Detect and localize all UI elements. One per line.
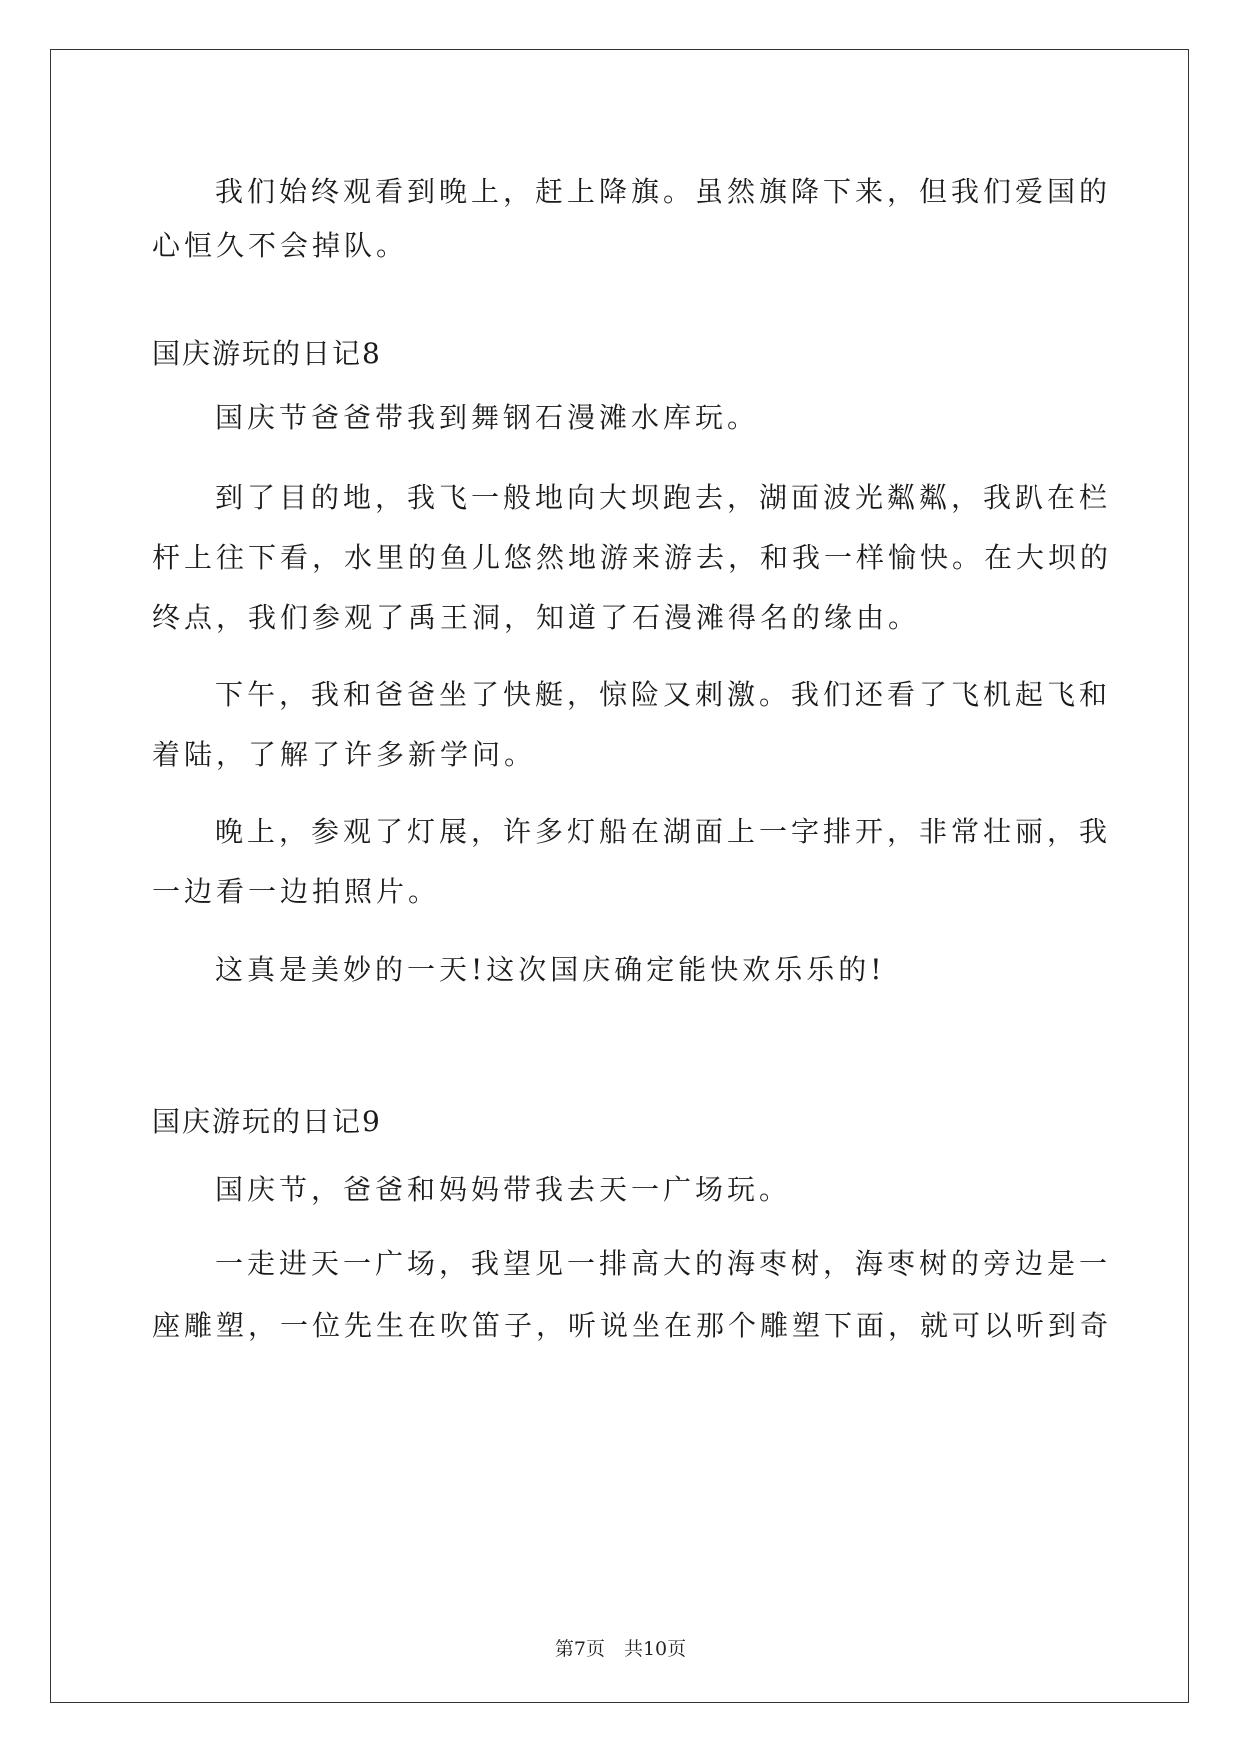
paragraph-line: 这真是美妙的一天!这次国庆确定能快欢乐乐的! — [215, 953, 886, 986]
paragraph-line: 终点，我们参观了禹王洞，知道了石漫滩得名的缘由。 — [152, 601, 921, 634]
page-number: 第7页 共10页 — [554, 1638, 687, 1660]
paragraph-line: 国庆节爸爸带我到舞钢石漫滩水库玩。 — [215, 401, 760, 434]
paragraph-line: 杆上往下看，水里的鱼儿悠然地游来游去，和我一样愉快。在大坝的 — [152, 541, 1113, 574]
paragraph-line: 座雕塑，一位先生在吹笛子，听说坐在那个雕塑下面，就可以听到奇 — [152, 1309, 1113, 1342]
paragraph-line: 下午，我和爸爸坐了快艇，惊险又刺激。我们还看了飞机起飞和 — [215, 678, 1112, 711]
paragraph-line: 一边看一边拍照片。 — [152, 875, 441, 908]
paragraph-line: 我们始终观看到晚上，赶上降旗。虽然旗降下来，但我们爱国的 — [215, 175, 1112, 208]
paragraph-line: 着陆，了解了许多新学问。 — [152, 738, 537, 771]
paragraph-line: 晚上，参观了灯展，许多灯船在湖面上一字排开，非常壮丽，我 — [215, 815, 1112, 848]
section-heading: 国庆游玩的日记8 — [152, 337, 382, 370]
paragraph-line: 国庆节，爸爸和妈妈带我去天一广场玩。 — [215, 1173, 792, 1206]
paragraph-line: 心恒久不会掉队。 — [152, 229, 409, 262]
paragraph-line: 一走进天一广场，我望见一排高大的海枣树，海枣树的旁边是一 — [215, 1247, 1112, 1280]
paragraph-line: 到了目的地，我飞一般地向大坝跑去，湖面波光粼粼，我趴在栏 — [215, 481, 1112, 514]
section-heading: 国庆游玩的日记9 — [152, 1105, 382, 1138]
